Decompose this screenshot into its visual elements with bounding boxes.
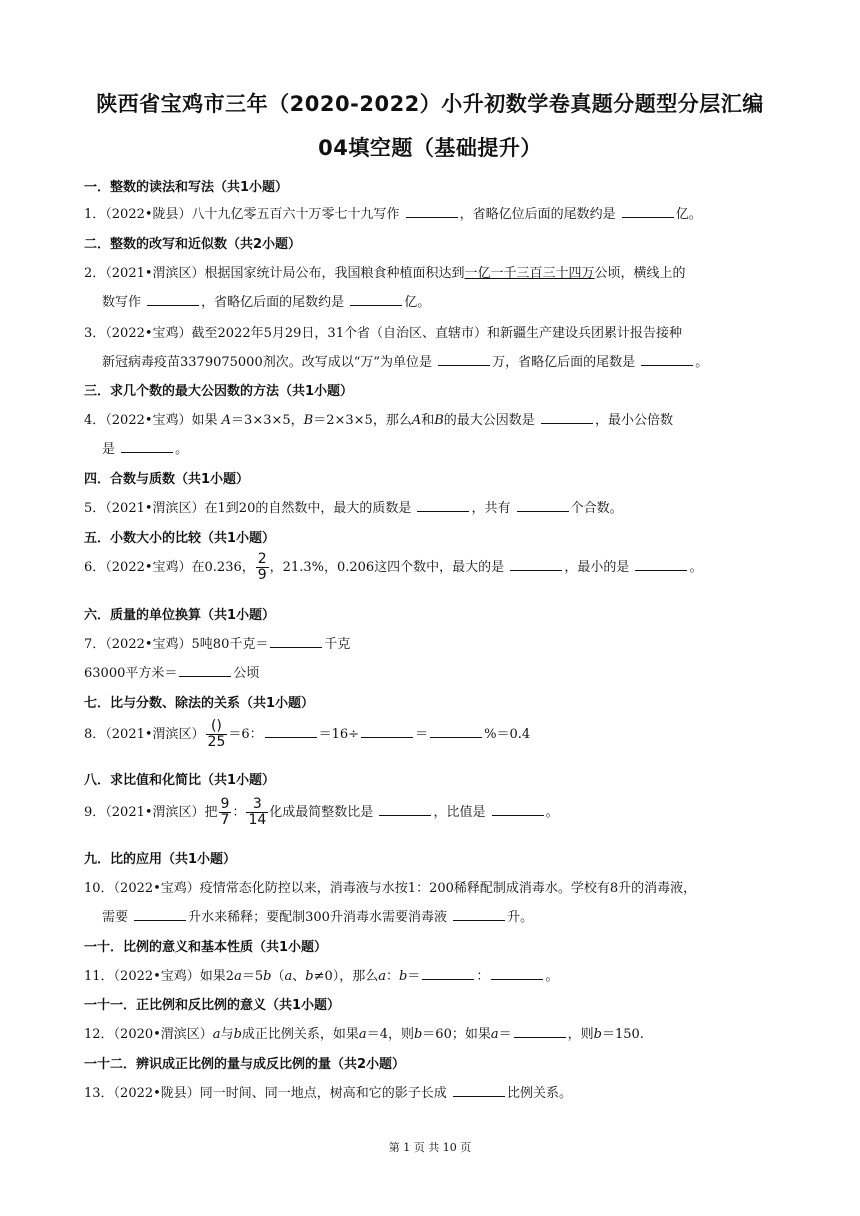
answer-blank[interactable] <box>492 803 544 816</box>
answer-blank[interactable] <box>510 558 562 571</box>
document-title-line2: 04填空题（基础提升） <box>318 136 542 160</box>
page-footer: 第 1 页 共 10 页 <box>388 1141 472 1154</box>
answer-blank[interactable] <box>270 635 322 648</box>
answer-blank[interactable] <box>179 664 231 677</box>
question-4: 4．（2022•宝鸡）如果 A＝3×3×5，B＝2×3×5，那么A和B的最大公因数是 ，最小公倍数 <box>84 413 673 428</box>
question-7: 7．（2022•宝鸡）5吨80千克＝ 千克 <box>84 637 351 652</box>
question-3: 3．（2022•宝鸡）截至2022年5月29日，31个省（自治区、直辖市）和新疆生产建设兵团累计报告接种 <box>84 326 682 341</box>
answer-blank[interactable] <box>430 725 482 738</box>
section-heading-4: 四．合数与质数（共1小题） <box>84 472 250 487</box>
question-11: 11．（2022•宝鸡）如果2a＝5b（a、b≠0），那么a：b＝ ： 。 <box>84 969 559 984</box>
answer-blank[interactable] <box>406 205 458 218</box>
section-heading-5: 五．小数大小的比较（共1小题） <box>84 531 276 546</box>
question-12: 12．（2020•渭滨区）a与b成正比例关系，如果a＝4，则b＝60；如果a＝ ，则b＝150. <box>84 1027 644 1042</box>
section-heading-2: 二．整数的改写和近似数（共2小题） <box>84 237 302 252</box>
answer-blank[interactable] <box>147 293 199 306</box>
question-4-cont: 是 。 <box>102 442 189 457</box>
section-heading-11: 一十一．正比例和反比例的意义（共1小题） <box>84 998 341 1013</box>
answer-blank[interactable] <box>635 558 687 571</box>
answer-blank[interactable] <box>422 967 474 980</box>
fraction: $\frac{9}{7}$ <box>220 796 230 828</box>
answer-blank[interactable] <box>350 293 402 306</box>
question-2: 2．（2021•渭滨区）根据国家统计局公布，我国粮食种植面积达到一亿一千三百三十四万公顷，横线上的 <box>84 266 686 281</box>
question-8: 8．（2021•渭滨区） $\frac{()}{25}$ ＝6： ＝16÷ ＝ %＝0.4 <box>84 718 531 750</box>
fraction: $\frac{3}{14}$ <box>248 796 267 828</box>
section-heading-8: 八．求比值和化简比（共1小题） <box>84 773 276 788</box>
answer-blank[interactable] <box>622 205 674 218</box>
question-9: 9．（2021•渭滨区）把 $\frac{9}{7}$ ： $\frac{3}{14}$ 化成最简整数比是 ，比值是 。 <box>84 796 559 828</box>
fraction: $\frac{()}{25}$ <box>207 718 226 750</box>
answer-blank[interactable] <box>361 725 413 738</box>
answer-blank[interactable] <box>379 803 431 816</box>
answer-blank[interactable] <box>541 411 593 424</box>
answer-blank[interactable] <box>453 908 505 921</box>
answer-blank[interactable] <box>514 1025 566 1038</box>
answer-blank[interactable] <box>641 353 693 366</box>
question-2-cont: 数写作 ，省略亿后面的尾数约是 亿。 <box>102 295 431 310</box>
question-5: 5．（2021•渭滨区）在1到20的自然数中，最大的质数是 ，共有 个合数。 <box>84 501 623 516</box>
section-heading-12: 一十二．辨识成正比例的量与成反比例的量（共2小题） <box>84 1057 406 1072</box>
fraction: $\frac{2}{9}$ <box>257 551 267 583</box>
question-10-cont: 需要 升水来稀释；要配制300升消毒水需要消毒液 升。 <box>102 910 534 925</box>
answer-blank[interactable] <box>265 725 317 738</box>
question-10: 10．（2022•宝鸡）疫情常态化防控以来，消毒液与水按1：200稀释配制成消毒水。学校有8升的消毒液， <box>84 881 697 896</box>
document-title-line1: 陕西省宝鸡市三年（2020-2022）小升初数学卷真题分题型分层汇编 <box>96 92 764 116</box>
answer-blank[interactable] <box>453 1084 505 1097</box>
question-13: 13．（2022•陇县）同一时间、同一地点，树高和它的影子长成 比例关系。 <box>84 1086 572 1101</box>
section-heading-10: 一十．比例的意义和基本性质（共1小题） <box>84 940 328 955</box>
answer-blank[interactable] <box>134 908 186 921</box>
question-7-cont: 63000平方米＝ 公顷 <box>84 666 260 681</box>
section-heading-7: 七．比与分数、除法的关系（共1小题） <box>84 696 315 711</box>
section-heading-9: 九．比的应用（共1小题） <box>84 852 237 867</box>
section-heading-3: 三．求几个数的最大公因数的方法（共1小题） <box>84 384 354 399</box>
section-heading-6: 六．质量的单位换算（共1小题） <box>84 608 276 623</box>
question-3-cont: 新冠病毒疫苗3379075000剂次。改写成以“万”为单位是 万，省略亿后面的尾数是 。 <box>102 355 709 370</box>
answer-blank[interactable] <box>417 499 469 512</box>
answer-blank[interactable] <box>438 353 490 366</box>
answer-blank[interactable] <box>491 967 543 980</box>
question-6: 6．（2022•宝鸡）在0.236， $\frac{2}{9}$ ，21.3%，0.206这四个数中，最大的是 ，最小的是 。 <box>84 551 703 583</box>
answer-blank[interactable] <box>517 499 569 512</box>
section-heading-1: 一．整数的读法和写法（共1小题） <box>84 180 289 195</box>
answer-blank[interactable] <box>121 440 173 453</box>
question-1: 1．（2022•陇县）八十九亿零五百六十万零七十九写作 ，省略亿位后面的尾数约是 亿。 <box>84 207 702 222</box>
